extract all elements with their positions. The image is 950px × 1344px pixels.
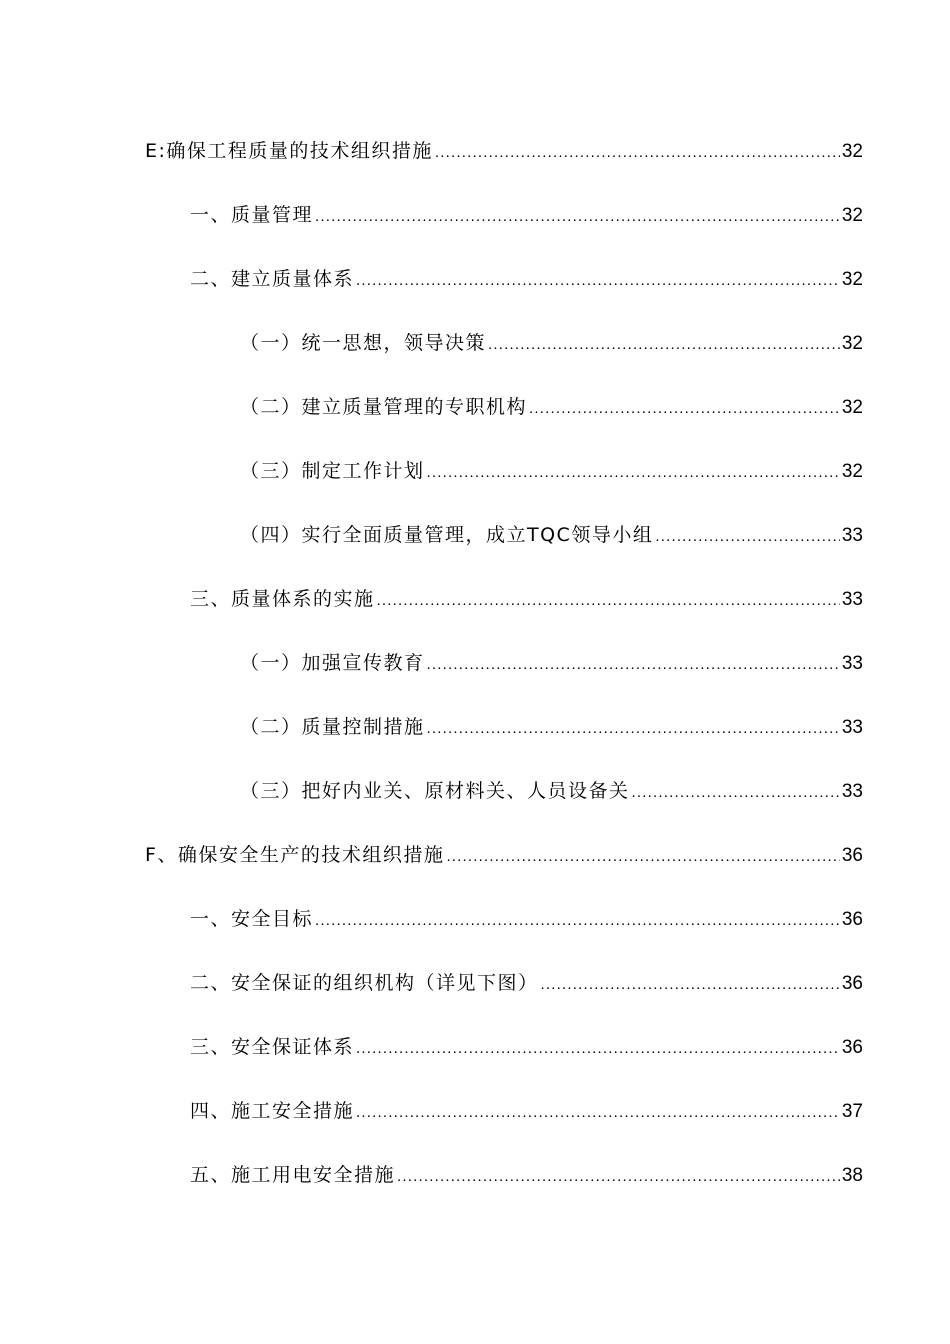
toc-page-number: 32: [841, 205, 863, 226]
toc-dot-leader: [655, 520, 840, 554]
toc-entry-title: 三、安全保证体系: [190, 1036, 355, 1058]
toc-page-number: 38: [841, 1165, 863, 1186]
toc-entry-title: F、确保安全生产的技术组织措施: [145, 844, 445, 866]
toc-entry-work-plan[interactable]: [240, 454, 863, 488]
toc-dot-leader: [397, 1160, 840, 1194]
toc-page-number: 32: [841, 141, 863, 162]
toc-dot-leader: [315, 904, 840, 938]
toc-page-number: 32: [841, 397, 863, 418]
toc-entry-title: （三）把好内业关、原材料关、人员设备关: [240, 780, 630, 802]
toc-entry-safety-goals[interactable]: [190, 902, 863, 936]
toc-entry-safety-system[interactable]: [190, 1030, 863, 1064]
toc-entry-title: 二、安全保证的组织机构（详见下图）: [190, 972, 539, 994]
toc-entry-title: （二）建立质量管理的专职机构: [240, 396, 528, 418]
toc-page-number: 32: [841, 269, 863, 290]
toc-entry-title: （一）加强宣传教育: [240, 652, 425, 674]
toc-dot-leader: [356, 264, 840, 298]
toc-entry-publicity-education[interactable]: [240, 646, 863, 680]
toc-entry-title: （三）制定工作计划: [240, 460, 425, 482]
toc-entry-title: 四、施工安全措施: [190, 1100, 355, 1122]
toc-page-number: 36: [841, 845, 863, 866]
toc-entry-safety-organization[interactable]: [190, 966, 863, 1000]
toc-page-number: 32: [841, 333, 863, 354]
toc-dot-leader: [427, 456, 840, 490]
toc-entry-title: 一、质量管理: [190, 204, 314, 226]
toc-entry-f-safety[interactable]: [145, 838, 863, 872]
toc-page-number: 33: [841, 717, 863, 738]
toc-entry-construction-safety[interactable]: [190, 1094, 863, 1128]
toc-dot-leader: [529, 392, 840, 426]
toc-entry-e-quality[interactable]: [145, 134, 863, 168]
toc-dot-leader: [356, 1032, 840, 1066]
toc-dot-leader: [632, 776, 840, 810]
toc-dot-leader: [427, 648, 840, 682]
toc-entry-title: （二）质量控制措施: [240, 716, 425, 738]
toc-entry-title: 一、安全目标: [190, 908, 314, 930]
toc-dot-leader: [427, 712, 840, 746]
toc-entry-quality-control[interactable]: [240, 710, 863, 744]
toc-dot-leader: [356, 1096, 840, 1130]
toc-page-number: 36: [841, 909, 863, 930]
toc-entry-tqc-group[interactable]: [240, 518, 863, 552]
toc-entry-title: （一）统一思想，领导决策: [240, 332, 487, 354]
toc-entry-implement-quality-system[interactable]: [190, 582, 863, 616]
toc-page-number: 33: [841, 781, 863, 802]
toc-entry-electrical-safety[interactable]: [190, 1158, 863, 1192]
toc-entry-title: （四）实行全面质量管理，成立TQC领导小组: [240, 524, 654, 546]
toc-page-number: 36: [841, 1037, 863, 1058]
toc-dot-leader: [315, 200, 840, 234]
toc-page-number: 33: [841, 653, 863, 674]
toc-dot-leader: [435, 136, 840, 170]
toc-page-number: 32: [841, 461, 863, 482]
toc-page-number: 33: [841, 589, 863, 610]
toc-dot-leader: [488, 328, 840, 362]
toc-entry-dedicated-agency[interactable]: [240, 390, 863, 424]
toc-entry-build-quality-system[interactable]: [190, 262, 863, 296]
toc-entry-checkpoints[interactable]: [240, 774, 863, 808]
toc-dot-leader: [377, 584, 840, 618]
toc-entry-title: 三、质量体系的实施: [190, 588, 375, 610]
toc-page-number: 36: [841, 973, 863, 994]
toc-entry-title: 二、建立质量体系: [190, 268, 355, 290]
toc-entry-quality-management[interactable]: [190, 198, 863, 232]
toc-dot-leader: [446, 840, 839, 874]
toc-entry-title: E:确保工程质量的技术组织措施: [145, 140, 433, 162]
toc-page-number: 37: [841, 1101, 863, 1122]
toc-dot-leader: [541, 968, 840, 1002]
toc-page-number: 33: [841, 525, 863, 546]
toc-entry-unify-thinking[interactable]: [240, 326, 863, 360]
toc-entry-title: 五、施工用电安全措施: [190, 1164, 396, 1186]
